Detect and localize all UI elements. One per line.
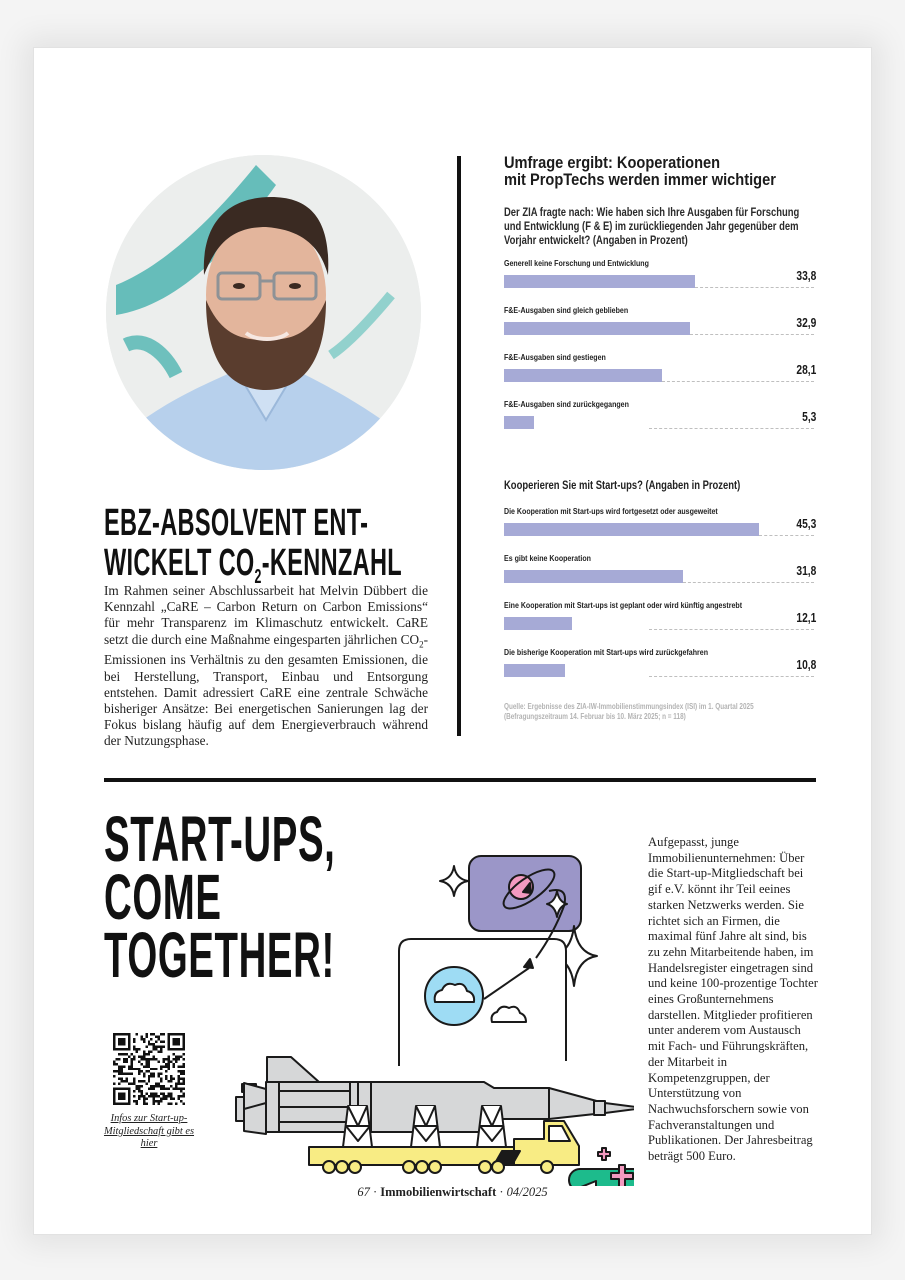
- bar-item: [504, 352, 816, 399]
- startups-heading-line1: START-UPS,: [104, 803, 336, 875]
- launch-tower: [477, 1106, 506, 1147]
- startups-article-body: [648, 835, 820, 1165]
- bar-value-label: 5,3: [801, 410, 816, 424]
- survey-question-1: Der ZIA fragte nach: Wie haben sich Ihre Ausgaben für Forschung und Entwicklung (F & E) im zurückliegenden Jahr gegenüber dem Vorjahr entwickelt? (Angaben in Prozent): [504, 207, 800, 247]
- bar-value-label: 32,9: [796, 316, 816, 330]
- footer-magazine: Immobilienwirtschaft: [380, 1185, 497, 1199]
- bar: [504, 617, 572, 630]
- vertical-divider: [457, 156, 461, 736]
- startups-heading-line3: TOGETHER!: [104, 919, 335, 991]
- bar-label: Generell keine Forschung und Entwicklung: [504, 258, 649, 268]
- survey-box: [504, 154, 816, 722]
- portrait-photo: [106, 155, 421, 470]
- ebz-heading-line2-post: -KENNZAHL: [261, 542, 402, 584]
- bar-leader-line: [695, 287, 814, 288]
- bar-leader-line: [683, 582, 814, 583]
- bar-value-label: 45,3: [796, 517, 816, 531]
- startups-body-text: Aufgepasst, junge Immobilienunternehmen: Über die Start-up-Mitgliedschaft bei gif e.V. könnt ihr Teil eeines starken Netzwerks werden. Sie richtet sich an Firmen, die maximal fünf Jahre alt sind, bis zu zehn Mitarbeitende haben, im Handelsregister eingetragen sind und keine 100-prozentige Tochter eines Großunternehmens darstellen. Mitglieder profitieren unter anderem vom Austausch mit Fach- und Führungskräften, der Mitarbeit in Kompetenzgruppen, der Unterstützung von Nachwuchsforschern sowie von Fachveranstaltungen und Publikationen. Der Jahresbeitrag beträgt 500 Euro.: [648, 835, 818, 1164]
- bar-label: Die bisherige Kooperation mit Start-ups wird zurückgefahren: [504, 647, 709, 657]
- bar-label: Es gibt keine Kooperation: [504, 553, 591, 563]
- footer-separator: ·: [369, 1185, 381, 1199]
- bar-value-label: 12,1: [796, 611, 816, 625]
- survey-title-line1: Umfrage ergibt: Kooperationen: [504, 153, 721, 172]
- magazine-page: [33, 47, 872, 1235]
- bar-value-label: 10,8: [796, 658, 816, 672]
- bar-label: Eine Kooperation mit Start-ups ist geplant oder wird künftig angestrebt: [504, 600, 743, 610]
- sparkle-icon: [440, 866, 468, 896]
- bar-leader-line: [649, 629, 814, 630]
- ebz-heading-line2-pre: WICKELT CO: [104, 542, 255, 584]
- bar: [504, 369, 662, 382]
- qr-code-icon: [113, 1033, 185, 1105]
- bar-leader-line: [759, 535, 814, 536]
- bar-leader-line: [649, 676, 814, 677]
- page-footer: [34, 1185, 871, 1200]
- footer-page-number: 67: [357, 1185, 370, 1199]
- truck-cab: [514, 1121, 579, 1165]
- rocket-fin-top: [267, 1057, 319, 1082]
- qr-code[interactable]: [113, 1033, 185, 1105]
- rocket-illustration: [224, 851, 634, 1186]
- startups-heading-line2: COME: [104, 861, 222, 933]
- bar: [504, 570, 683, 583]
- rocket-stage-2: [371, 1082, 549, 1132]
- survey-title: [504, 154, 814, 188]
- ebz-body-part2: -Emissionen ins Verhältnis zu den gesamten Emissionen, die bei Herstellung, Transport, Einbau und Entsorgung entstehen. Damit adressiert CaRE eine zentrale Schwäche bisheriger Ansätze: Bei energetischen Sanierungen lag der Fokus bislang häufig auf dem Energieverbrauch während der Nutzungsphase.: [104, 631, 428, 749]
- rocket-transport-illustration: [224, 851, 634, 1186]
- bar-value-label: 33,8: [796, 269, 816, 283]
- bar-leader-line: [662, 381, 814, 382]
- bar-leader-line: [690, 334, 814, 335]
- ebz-heading-line1: EBZ-ABSOLVENT ENT-: [104, 502, 369, 544]
- footer-separator: ·: [496, 1185, 507, 1199]
- chart-rd-spending: [504, 258, 816, 446]
- bar-value-label: 31,8: [796, 564, 816, 578]
- rocket-tip: [605, 1103, 634, 1113]
- bar-item: [504, 553, 816, 600]
- bar: [504, 275, 695, 288]
- bar-leader-line: [649, 428, 814, 429]
- bar-label: F&E-Ausgaben sind gestiegen: [504, 352, 606, 362]
- ebz-heading-subscript: 2: [254, 566, 262, 588]
- survey-title-line2: mit PropTechs werden immer wichtiger: [504, 170, 776, 189]
- survey-source: Quelle: Ergebnisse des ZIA-IW-Immobilienstimmungsindex (ISI) im 1. Quartal 2025 (Befragungszeitraum 14. Februar bis 10. März 2025; n = 118): [504, 702, 754, 721]
- bar-item: [504, 258, 816, 305]
- bar: [504, 664, 565, 677]
- section-divider: [104, 778, 816, 782]
- qr-caption-link[interactable]: Infos zur Start-up-Mitgliedschaft gibt es hier: [103, 1113, 195, 1150]
- portrait-illustration: [106, 155, 421, 470]
- bar: [504, 322, 690, 335]
- launch-tower: [343, 1106, 372, 1147]
- ebz-body-part1: Im Rahmen seiner Abschlussarbeit hat Melvin Dübbert die Kennzahl „CaRE – Carbon Return on Carbon Emissions“ für mehr Transparenz im Klimaschutz entwickelt. CaRE setzt die durch eine Maßnahme eingesparten jährlichen CO: [104, 583, 428, 647]
- ebz-article-body: [104, 583, 428, 750]
- bar-label: F&E-Ausgaben sind zurückgegangen: [504, 399, 629, 409]
- ebz-body-subscript: 2: [419, 639, 424, 650]
- bar-label: F&E-Ausgaben sind gleich geblieben: [504, 305, 629, 315]
- bar-item: [504, 506, 816, 553]
- chart-startup-cooperation: [504, 506, 816, 694]
- bar-value-label: 28,1: [796, 363, 816, 377]
- launch-tower: [411, 1106, 440, 1147]
- bar: [504, 523, 759, 536]
- survey-question-2: Kooperieren Sie mit Start-ups? (Angaben in Prozent): [504, 480, 741, 492]
- bar-item: [504, 647, 816, 694]
- bar-item: [504, 305, 816, 352]
- bar-item: [504, 399, 816, 446]
- plus-icon: [598, 1148, 610, 1160]
- bar-label: Die Kooperation mit Start-ups wird fortgesetzt oder ausgeweitet: [504, 506, 718, 516]
- footer-issue: 04/2025: [506, 1185, 548, 1199]
- bar-item: [504, 600, 816, 647]
- bar: [504, 416, 534, 429]
